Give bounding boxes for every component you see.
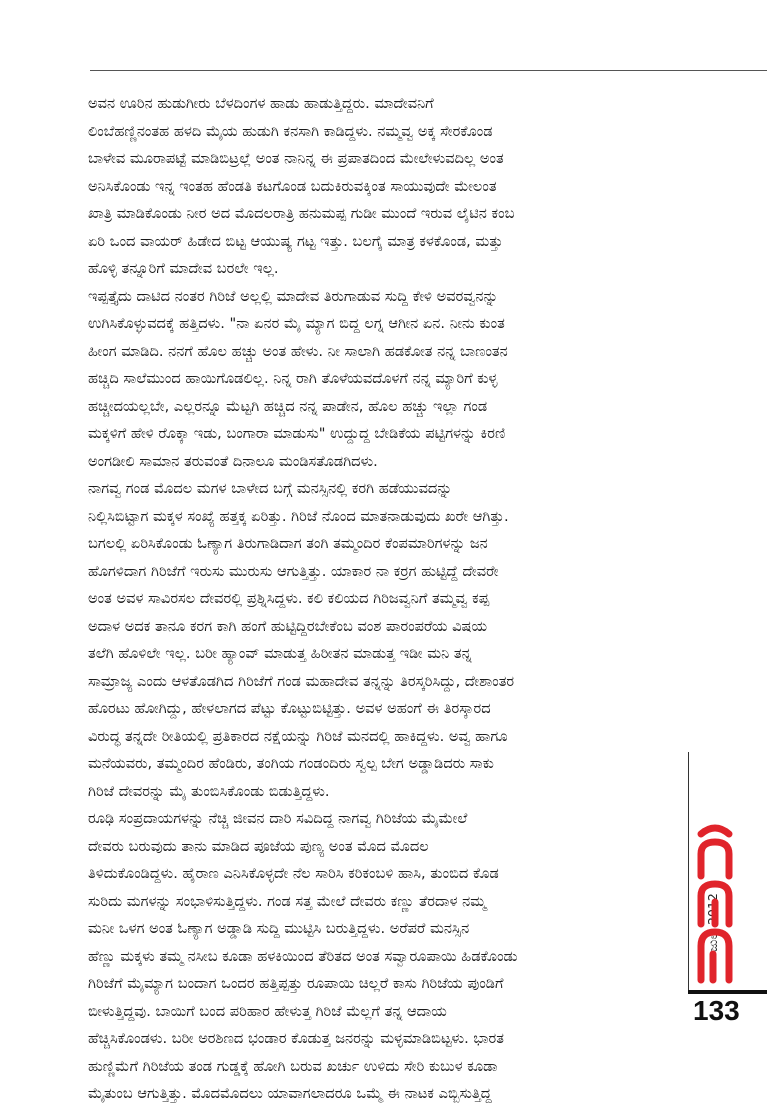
text-line: ಬಾಳೇವ ಮೂರಾಪಟ್ಟೆ ಮಾಡಿಬಿಟ್ರಲ್ಲೆ ಅಂತ ನಾನಿನ್ನ ಈ ಪ್ರಪಾತದಿಂದ ಮೇಲೇಳುವದಿಲ್ಲ ಅಂತ: [88, 150, 504, 167]
text-line: ತಿಳಿದುಕೊಂಡಿದ್ದಳು. ಹೈರಾಣ ಎನಿಸಿಕೊಳ್ಳದೇ ನೆಲ ಸಾರಿಸಿ ಕರಿಕಂಬಳಿ ಹಾಸಿ, ತುಂಬಿದ ಕೊಡ: [88, 865, 499, 882]
text-line: ಹೊರಟು ಹೋಗಿದ್ದು, ಹೇಳಲಾಗದ ಪೆಟ್ಟು ಕೊಟ್ಟುಬಿಟ್ಟಿತ್ತು. ಅವಳ ಅಹಂಗೆ ಈ ತಿರಸ್ಕಾರದ: [88, 700, 491, 717]
issue-date-text: ಜುಲೈ 2012: [705, 893, 720, 952]
paragraph: [88, 475, 686, 805]
paragraph: [88, 283, 686, 476]
text-line: ಲಿಂಬೆಹಣ್ಣಿನಂತಹ ಹಳದಿ ಮೈಯ ಹುಡುಗಿ ಕನಸಾಗಿ ಕಾಡಿದ್ದಳು. ನಮ್ಮವ್ವ ಅಕ್ಕ ಸೇರಕೊಂಡ: [88, 122, 493, 140]
text-line: ಮನೆಯವರು, ತಮ್ಮಂದಿರ ಹೆಂಡಿರು, ತಂಗಿಯ ಗಂಡಂದಿರು ಸ್ವಲ್ಪ ಬೇಗ ಅಡ್ಡಾಡಿದರು ಸಾಕು: [88, 755, 494, 772]
paragraph: [88, 90, 686, 283]
text-line: ಹೊಳ್ಳಿ ತನ್ನೂರಿಗೆ ಮಾದೇವ ಬರಲೇ ಇಲ್ಲ.: [88, 260, 279, 277]
text-line: ಗಿರಿಜೆ ದೇವರನ್ನು ಮೈ ತುಂಬಿಸಿಕೊಂಡು ಬಿಡುತ್ತಿದ್ದಳು.: [88, 782, 330, 800]
text-line: ಸುರಿದು ಮಗಳನ್ನು ಸಂಭಾಳಿಸುತ್ತಿದ್ದಳು. ಗಂಡ ಸತ್ತ ಮೇಲೆ ದೇವರು ಕಣ್ಣು ತೆರದಾಳ ನಮ್ಮ: [88, 892, 487, 910]
text-line: ಹುಣ್ಣಿಮೆಗೆ ಗಿರಿಜೆಯ ತಂಡ ಗುಡ್ಡಕ್ಕೆ ಹೋಗಿ ಬರುವ ಖರ್ಚು ಉಳಿದು ಸೇರಿ ಕುಬುಳ ಕೂಡಾ: [88, 1057, 498, 1075]
text-line: ಗಿರಿಜೆಗೆ ಮೈಮ್ಯಾಗ ಬಂದಾಗ ಒಂದರ ಹತ್ತಿಪ್ಪತ್ತು ರೂಪಾಯಿ ಚಿಲ್ಲರೆ ಕಾಸು ಗಿರಿಜೆಯ ಪುಂಡಿಗೆ: [88, 975, 504, 992]
text-line: ಅಂಗಡೀಲಿ ಸಾಮಾನ ತರುವಂತೆ ದಿನಾಲೂ ಮಂಡಿಸತೊಡಗಿದಳು.: [88, 452, 378, 470]
text-line: ದೇವರು ಬರುವುದು ತಾನು ಮಾಡಿದ ಪೂಜೆಯ ಪುಣ್ಯ ಅಂತ ಮೊದ ಮೊದಲ: [88, 837, 429, 855]
sidebar-rule: [688, 752, 689, 990]
text-line: ಹಚ್ಚಿದಿ ಸಾಲೆಮುಂದ ಹಾಯಿಗೊಡಲಿಲ್ಲ. ನಿನ್ನ ರಾಗಿ ತೊಳೆಯವದೊಳಗೆ ನನ್ನ ಮ್ಯಾರಿಗೆ ಕುಳ್ಳ: [88, 370, 498, 387]
text-line: ಹಚ್ಚೀದಯಲ್ಲಬೇ, ಎಲ್ಲರನ್ನೂ ಮೆಟ್ಟಗಿ ಹಚ್ಚಿದ ನನ್ನ ಪಾಡೇನ, ಹೊಲ ಹಚ್ಚು ಇಲ್ಲಾ ಗಂಡ: [88, 397, 488, 415]
text-line: ಅದಾಳ ಅದಕ ತಾನೂ ಕರಗ ಕಾಗಿ ಹಂಗೆ ಹುಟ್ಟಿದ್ದಿರಬೇಕೆಂಬ ವಂಶ ಪಾರಂಪರೆಯ ವಿಷಯ: [88, 617, 488, 635]
text-line: ಬೀಳುತ್ತಿದ್ದವು. ಬಾಯಿಗೆ ಬಂದ ಪರಿಹಾರ ಹೇಳುತ್ತ ಗಿರಿಜೆ ಮೆಲ್ಲಗೆ ತನ್ನ ಆದಾಯ: [88, 1002, 447, 1020]
text-line: ಹೆಣ್ಣು ಮಕ್ಕಳು ತಮ್ಮ ನಸೀಬ ಕೂಡಾ ಹಳಕಿಯಿಂದ ತೆರಿತದ ಅಂತ ಸವ್ವಾರೂಪಾಯಿ ಹಿಡಕೊಂಡು: [88, 947, 518, 965]
text-line: ಹೆಚ್ಚಿಸಿಕೊಂಡಳು. ಬರೀ ಅರಶಿಣದ ಭಂಡಾರ ಕೊಡುತ್ತ ಜನರನ್ನು ಮಳ್ಳಮಾಡಿಬಿಟ್ಟಳು. ಭಾರತ: [88, 1030, 504, 1047]
article-body: [88, 90, 686, 1108]
text-line: ತಲೆಗಿ ಹೊಳಿಲೇ ಇಲ್ಲ. ಬರೀ ಹ್ಯಾಂವ್ ಮಾಡುತ್ತ ಹಿರೀತನ ಮಾಡುತ್ತ ಇಡೀ ಮನಿ ತನ್ನ: [88, 645, 472, 662]
text-line: ಸಾಮ್ರಾಜ್ಯ ಎಂದು ಆಳತೊಡಗಿದ ಗಿರಿಜೆಗೆ ಗಂಡ ಮಹಾದೇವ ತನ್ನನ್ನು ತಿರಸ್ಕರಿಸಿದ್ದು, ದೇಶಾಂತರ: [88, 672, 515, 690]
text-line: ನಿಲ್ಲಿಸಿಬಿಟ್ಟಾಗ ಮಕ್ಕಳ ಸಂಖ್ಯೆ ಹತ್ತಕ್ಕ ಏರಿತ್ತು. ಗಿರಿಜೆ ನೊಂದ ಮಾತನಾಡುವುದು ಖರೇ ಆಗಿತ್ತು.: [88, 507, 509, 525]
magazine-logo-mark: [693, 820, 741, 988]
text-line: ಅನಿಸಿಕೊಂಡು ಇನ್ನ ಇಂತಹ ಹೆಂಡತಿ ಕಟಗೊಂಡ ಬದುಕಿರುವಕ್ಕಿಂತ ಸಾಯುವುದೇ ಮೇಲಂತ: [88, 177, 497, 195]
magazine-logo: [693, 820, 743, 990]
text-line: ಉಗಿಸಿಕೊಳ್ಳುವದಕ್ಕೆ ಹತ್ತಿದಳು. "ನಾ ಏನರ ಮೈ ಮ್ಯಾಗ ಬಿದ್ದ ಲಗ್ನ ಆಗೀನ ಏನ. ನೀನು ಕುಂತ: [88, 315, 505, 332]
text-line: ಹೊಗಳಿದಾಗ ಗಿರಿಜೆಗೆ ಇರುಸು ಮುರುಸು ಆಗುತ್ತಿತ್ತು. ಯಾಕಾರ ನಾ ಕರ್‍ರಗ ಹುಟ್ಟಿದ್ದೆ ದೇವರೇ: [88, 562, 499, 580]
text-line: ಮನೀ ಒಳಗ ಅಂತ ಓಣ್ಯಾಗ ಅಡ್ಡಾಡಿ ಸುದ್ದಿ ಮುಟ್ಟಿಸಿ ಬರುತ್ತಿದ್ದಳು. ಅರೆಪರೆ ಮನಸ್ಸಿನ: [88, 920, 470, 937]
text-line: ಇಪ್ಪತ್ತೈದು ದಾಟಿದ ನಂತರ ಗಿರಿಜೆ ಅಲ್ಲಲ್ಲಿ ಮಾದೇವ ತಿರುಗಾಡುವ ಸುದ್ದಿ ಕೇಳಿ ಅವರವ್ವನನ್ನು: [88, 287, 499, 305]
text-line: ಅಂತ ಅವಳ ಸಾವಿರಸಲ ದೇವರಲ್ಲಿ ಪ್ರಶ್ನಿಸಿದ್ದಳು. ಕಲಿ ಕಲಿಯದ ಗಿರಿಜವ್ವನಿಗೆ ತಮ್ಮವ್ವ ಕಪ್ಪ: [88, 590, 490, 607]
text-line: ರೂಢಿ ಸಂಪ್ರದಾಯಗಳನ್ನು ನೆಚ್ಚಿ ಜೀವನ ದಾರಿ ಸವಿದಿದ್ದ ನಾಗವ್ವ ಗಿರಿಜೆಯ ಮೈಮೇಲೆ: [88, 810, 468, 827]
text-line: ನಾಗವ್ವ ಗಂಡ ಮೊದಲ ಮಗಳ ಬಾಳೇದ ಬಗ್ಗೆ ಮನಸ್ಸಿನಲ್ಲಿ ಕರಗಿ ಹಡೆಯುವದನ್ನು: [88, 480, 453, 497]
text-line: ಖಾತ್ರಿ ಮಾಡಿಕೊಂಡು ನೀರ ಅದ ಮೊದಲರಾತ್ರಿ ಹನುಮಪ್ಪ ಗುಡೀ ಮುಂದೆ ಇರುವ ಲೈಟಿನ ಕಂಬ: [88, 205, 515, 222]
page-number-rule: [688, 990, 767, 994]
text-line: ಅವನ ಊರಿನ ಹುಡುಗೀರು ಬೆಳದಿಂಗಳ ಹಾಡು ಹಾಡುತ್ತಿದ್ದರು. ಮಾದೇವನಿಗೆ: [88, 95, 434, 112]
text-line: ಹೀಂಗ ಮಾಡಿದಿ. ನನಗೆ ಹೊಲ ಹಚ್ಚು ಅಂತ ಹೇಳು. ನೀ ಸಾಲಾಗಿ ಹಡಕೋತ ನನ್ನ ಬಾಣಂತನ: [88, 342, 508, 360]
top-rule: [90, 70, 767, 71]
paragraph: [88, 805, 686, 1108]
text-line: ಬಗಲಲ್ಲಿ ಏರಿಸಿಕೊಂಡು ಓಣ್ಯಾಗ ತಿರುಗಾಡಿದಾಗ ತಂಗಿ ತಮ್ಮಂದಿರ ಕೆಂಪಮಾರಿಗಳನ್ನು ಜನ: [88, 535, 488, 552]
text-line: ಮೈತುಂಬ ಆಗುತ್ತಿತ್ತು. ಮೊದಮೊದಲು ಯಾವಾಗಲಾದರೂ ಒಮ್ಮೆ ಈ ನಾಟಕ ಎಬ್ಬಿಸುತ್ತಿದ್ದ: [88, 1085, 492, 1102]
text-line: ಮಕ್ಕಳಿಗೆ ಹೇಳಿ ರೊಕ್ಕಾ ಇಡು, ಬಂಗಾರಾ ಮಾಡುಸು" ಉದ್ದುದ್ದ ಬೇಡಿಕೆಯ ಪಟ್ಟಿಗಳನ್ನು ಕಿರಣಿ: [88, 425, 506, 442]
page-number: 133: [693, 995, 740, 1026]
text-line: ವಿರುದ್ಧ ತನ್ನದೇ ರೀತಿಯಲ್ಲಿ ಪ್ರತಿಕಾರದ ನಕ್ಷೆಯನ್ನು ಗಿರಿಜೆ ಮನದಲ್ಲಿ ಹಾಕಿದ್ದಳು. ಅವ್ವ ಹಾಗೂ: [88, 727, 508, 745]
text-line: ಏರಿ ಒಂದ ವಾಯರ್ ಹಿಡೇದ ಬಿಟ್ಟ ಆಯುಷ್ಯ ಗಟ್ಟ ಇತ್ತು. ಬಲಗೈ ಮಾತ್ರ ಕಳಕೊಂಡ, ಮತ್ತು: [88, 232, 503, 250]
